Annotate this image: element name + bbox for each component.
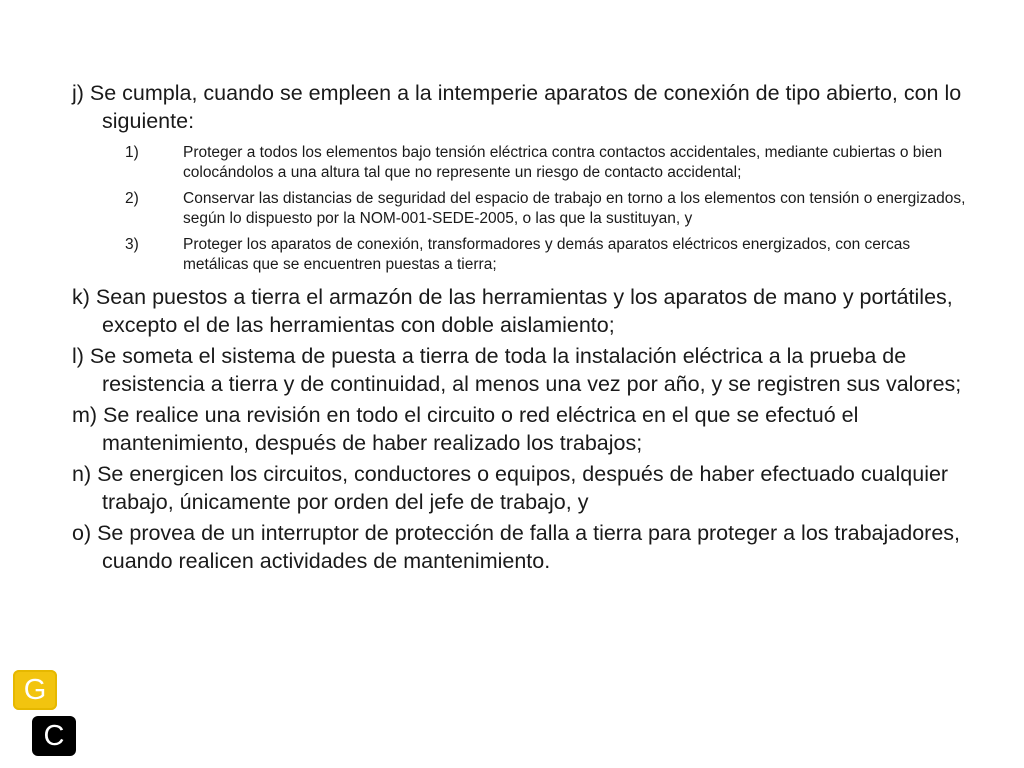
slide-content: [72, 80, 972, 579]
c-badge-button[interactable]: C: [32, 716, 76, 756]
sub-item-text: Conservar las distancias de seguridad del espacio de trabajo en torno a los elementos con tensión o energizados, según lo dispuesto por la NOM-001-SEDE-2005, o las que la sustituyan, y: [183, 190, 966, 227]
list-item-l: l) Se someta el sistema de puesta a tierra de toda la instalación eléctrica a la prueba de resistencia a tierra y de continuidad, al menos una vez por año, y se registren sus valores;: [72, 344, 962, 396]
sub-item-text: Proteger los aparatos de conexión, transformadores y demás aparatos eléctricos energizados, con cercas metálicas que se encuentren puestas a tierra;: [183, 236, 911, 273]
sub-item-1: [72, 143, 972, 182]
list-item-m: m) Se realice una revisión en todo el circuito o red eléctrica en el que se efectuó el mantenimiento, después de haber realizado los trabajos;: [72, 403, 859, 455]
sub-list-j: [72, 143, 972, 274]
sub-item-number: 2): [125, 190, 139, 207]
list-item-o: o) Se provea de un interruptor de protección de falla a tierra para proteger a los trabajadores, cuando realicen actividades de mantenimiento.: [72, 521, 960, 573]
list-item-j: j) Se cumpla, cuando se empleen a la intemperie aparatos de conexión de tipo abierto, con lo siguiente:: [72, 81, 962, 133]
sub-item-text: Proteger a todos los elementos bajo tensión eléctrica contra contactos accidentales, mediante cubiertas o bien colocándolos a una altura tal que no represente un riesgo de contacto accidental;: [183, 144, 943, 181]
sub-item-2: [72, 189, 972, 228]
sub-item-number: 1): [125, 144, 139, 161]
sub-item-number: 3): [125, 236, 139, 253]
list-item-n: n) Se energicen los circuitos, conductores o equipos, después de haber efectuado cualquier trabajo, únicamente por orden del jefe de trabajo, y: [72, 462, 949, 514]
list-item-k: k) Sean puestos a tierra el armazón de las herramientas y los aparatos de mano y portátiles, excepto el de las herramientas con doble aislamiento;: [72, 285, 953, 337]
sub-item-3: [72, 235, 972, 274]
g-badge-button[interactable]: G: [13, 670, 57, 710]
